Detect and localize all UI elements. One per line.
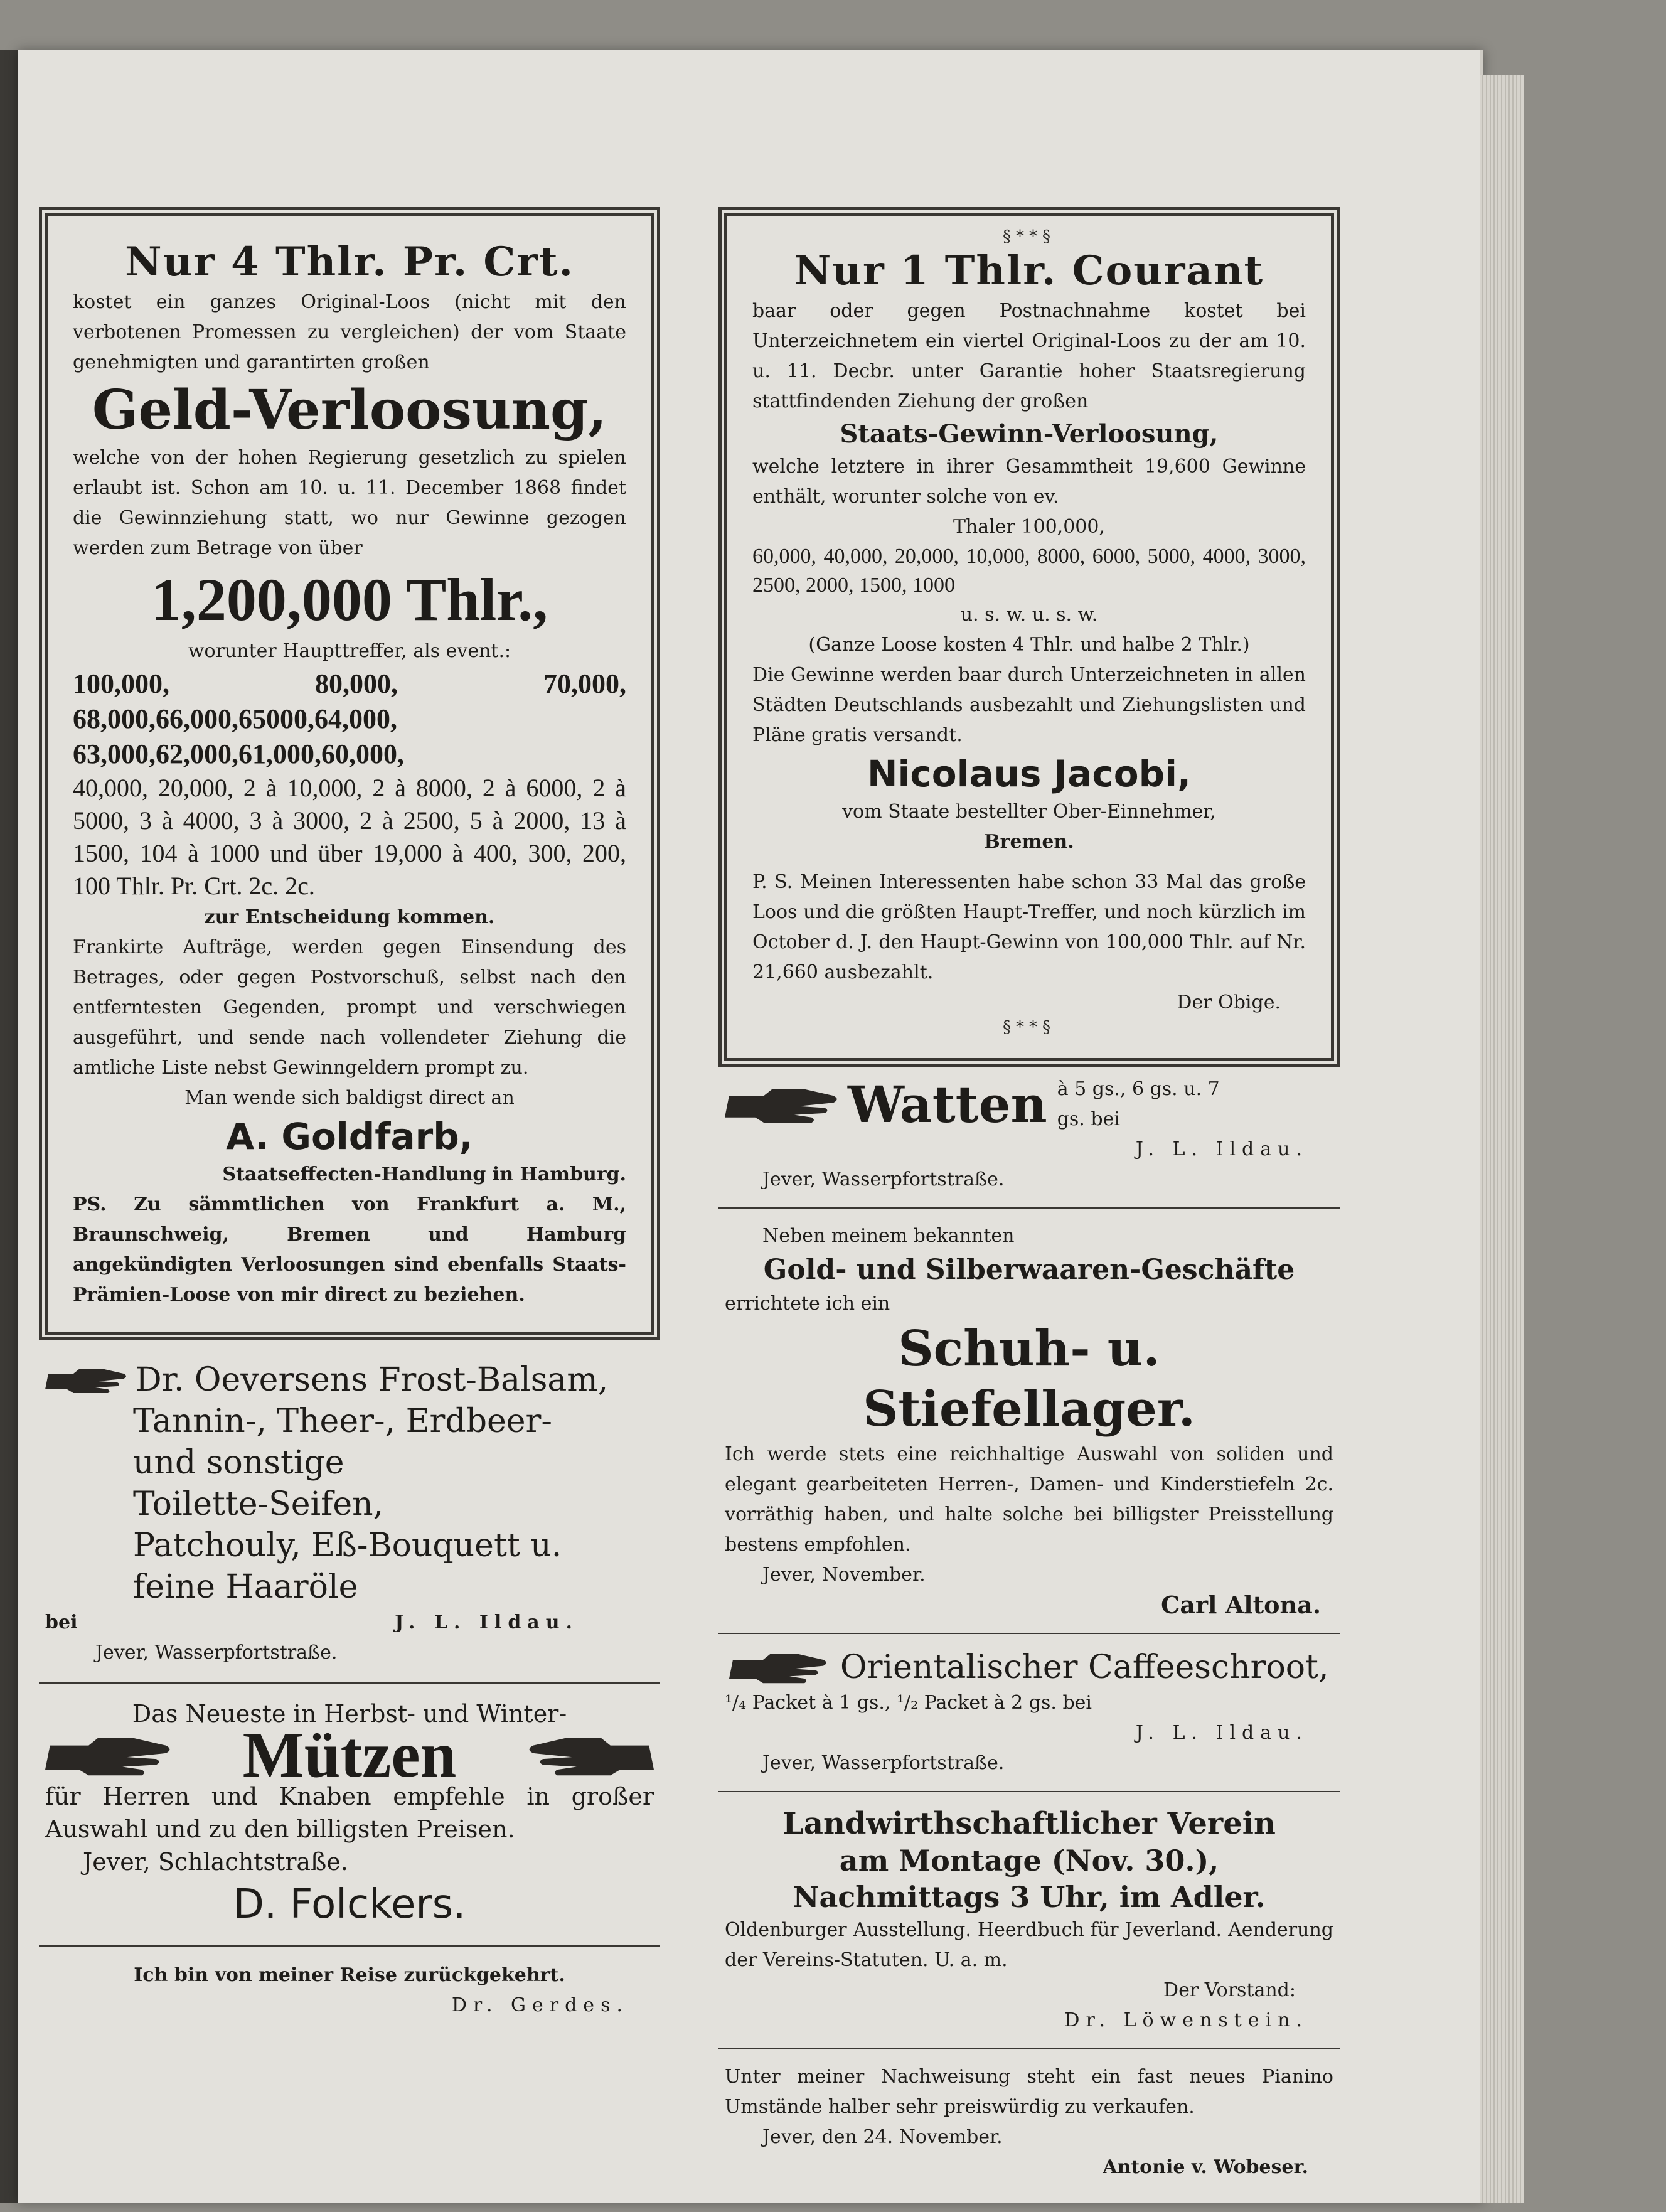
jacobi-name: Nicolaus Jacobi, xyxy=(867,752,1192,795)
altona-title: Schuh- u. Stiefellager. xyxy=(863,1320,1195,1438)
watten-advertisement xyxy=(718,1067,1340,1202)
muetzen-title: Mützen xyxy=(242,1719,457,1791)
piano-place: Jever, den 24. November. xyxy=(762,2126,1003,2148)
pointing-hand-left-icon xyxy=(528,1730,654,1780)
jacobi-prizes: 60,000, 40,000, 20,000, 10,000, 8000, 6000, 5000, 4000, 3000, 2500, 2000, 1500, 1000 xyxy=(752,545,1306,597)
ornament-top: §**§ xyxy=(1003,227,1055,246)
jacobi-usw: u. s. w. u. s. w. xyxy=(960,604,1098,626)
balsam-advertisement xyxy=(39,1352,660,1675)
verein-title2: am Montage (Nov. 30.), xyxy=(839,1844,1219,1878)
goldfarb-contact: Man wende sich baldigst direct an xyxy=(184,1087,515,1109)
verein-title1: Landwirthschaftlicher Verein xyxy=(782,1806,1276,1841)
gerdes-notice xyxy=(39,1953,660,2028)
pointing-hand-icon xyxy=(725,1648,831,1686)
goldfarb-name: A. Goldfarb, xyxy=(226,1115,473,1158)
muetzen-body: für Herren und Knaben empfehle in großer Auswahl und zu den billigsten Preisen. xyxy=(45,1783,654,1843)
balsam-line1: Dr. Oeversens Frost-Balsam, xyxy=(136,1361,609,1399)
goldfarb-advertisement xyxy=(39,207,660,1340)
pointing-hand-icon xyxy=(45,1364,127,1396)
book-binding xyxy=(0,50,18,2203)
caffee-seller: J. L. Ildau. xyxy=(1135,1722,1308,1744)
divider xyxy=(39,1945,660,1947)
altona-place: Jever, November. xyxy=(762,1564,926,1586)
caffee-title: Orientalischer Caffeeschroot, xyxy=(840,1648,1329,1686)
altona-body: Ich werde stets eine reichhaltige Auswahl von soliden und elegant gearbeiteten Herren-, Damen- und Kinderstiefeln 2c. vorräthig haben, und halte solche bei billigster Preisstellung bestens empfohlen. xyxy=(725,1443,1333,1556)
goldfarb-body2: Frankirte Aufträge, werden gegen Einsendung des Betrages, oder gegen Postvorschuß, selbst nach den entferntesten Gegenden, prompt und verschwiegen ausgeführt, und sende nach vollendeter Ziehung die amtliche Liste nebst Gewinngeldern prompt zu. xyxy=(73,936,626,1079)
right-column xyxy=(718,207,1340,2190)
jacobi-sign: Der Obige. xyxy=(1177,991,1281,1013)
watten-seller: J. L. Ildau. xyxy=(1135,1138,1308,1160)
watten-title: Watten xyxy=(848,1075,1047,1134)
goldfarb-headline: Nur 4 Thlr. Pr. Crt. xyxy=(125,238,574,286)
goldfarb-title: Geld-Verloosung, xyxy=(92,378,607,442)
verein-title3: Nachmittags 3 Uhr, im Adler. xyxy=(793,1880,1266,1914)
goldfarb-firm: Staatseffecten-Handlung in Hamburg. xyxy=(222,1163,626,1185)
gerdes-name: Dr. Gerdes. xyxy=(451,1994,629,2016)
jacobi-intro: baar oder gegen Postnachnahme kostet bei Unterzeichnetem ein viertel Original-Loos zu der am 10. u. 11. Decbr. unter Garantie hoher Staatsregierung stattfindenden Ziehung der großen xyxy=(752,300,1306,412)
jacobi-thaler: Thaler 100,000, xyxy=(953,516,1106,538)
divider xyxy=(718,1207,1340,1209)
altona-name: Carl Altona. xyxy=(1161,1591,1321,1619)
balsam-line3: und sonstige xyxy=(133,1444,344,1482)
balsam-place: Jever, Wasserpfortstraße. xyxy=(95,1642,338,1664)
divider xyxy=(718,2048,1340,2049)
goldfarb-ps: PS. Zu sämmtlichen von Frankfurt a. M., Braunschweig, Bremen und Hamburg angekündigten Verloosungen sind ebenfalls Staats-Prämien-Loose von mir direct zu beziehen. xyxy=(73,1194,626,1306)
page-edge xyxy=(1480,75,1524,2203)
altona-lead2: errichtete ich ein xyxy=(725,1293,890,1315)
watten-price: à 5 gs., 6 gs. u. 7 gs. bei xyxy=(1057,1078,1220,1130)
jacobi-role: vom Staate bestellter Ober-Einnehmer, xyxy=(842,801,1216,823)
jacobi-note: (Ganze Loose kosten 4 Thlr. und halbe 2 Thlr.) xyxy=(808,634,1250,656)
piano-body: Unter meiner Nachweisung steht ein fast neues Pianino Umstände halber sehr preiswürdig zu verkaufen. xyxy=(725,2066,1333,2118)
caffee-place: Jever, Wasserpfortstraße. xyxy=(762,1752,1005,1774)
goldfarb-prizes-major: 100,000, 80,000, 70,000, 68,000,66,000,65000,64,000, 63,000,62,000,61,000,60,000, xyxy=(73,668,626,769)
ornament-bottom: §**§ xyxy=(1003,1018,1055,1037)
balsam-bei: bei xyxy=(45,1611,78,1633)
divider xyxy=(39,1682,660,1684)
gerdes-text: Ich bin von meiner Reise zurückgekehrt. xyxy=(134,1964,565,1986)
balsam-seller: J. L. Ildau. xyxy=(395,1611,579,1633)
left-column xyxy=(39,207,660,2028)
goldfarb-decide: zur Entscheidung kommen. xyxy=(204,906,495,928)
jacobi-title: Staats-Gewinn-Verloosung, xyxy=(840,419,1219,449)
jacobi-body1: welche letztere in ihrer Gesammtheit 19,600 Gewinne enthält, worunter solche von ev. xyxy=(752,456,1306,508)
piano-notice xyxy=(718,2054,1340,2190)
altona-sub: Gold- und Silberwaaren-Geschäfte xyxy=(763,1254,1295,1286)
goldfarb-prizes-minor: 40,000, 20,000, 2 à 10,000, 2 à 8000, 2 à 6000, 2 à 5000, 3 à 4000, 3 à 3000, 2 à 2500, 5 à 2000, 13 à 1500, 104 à 1000 und über 19,000 à 400, 300, 200, 100 Thlr. Pr. Crt. 2c. 2c. xyxy=(73,774,626,900)
caffee-body: ¹/₄ Packet à 1 gs., ¹/₂ Packet à 2 gs. bei xyxy=(725,1692,1092,1714)
pointing-hand-right-icon xyxy=(45,1730,171,1780)
divider xyxy=(718,1633,1340,1634)
verein-body: Oldenburger Ausstellung. Heerdbuch für Jeverland. Aenderung der Vereins-Statuten. U. a. m. xyxy=(725,1919,1333,1971)
muetzen-place: Jever, Schlachtstraße. xyxy=(83,1848,348,1876)
balsam-line2: Tannin-, Theer-, Erdbeer- xyxy=(133,1403,552,1440)
goldfarb-amount: 1,200,000 Thlr., xyxy=(151,566,548,633)
balsam-line6: feine Haaröle xyxy=(133,1568,358,1606)
balsam-line4: Toilette-Seifen, xyxy=(133,1485,384,1523)
muetzen-top: Das Neueste in Herbst- und Winter- xyxy=(132,1700,567,1728)
piano-name: Antonie v. Wobeser. xyxy=(1103,2156,1308,2178)
divider xyxy=(718,1791,1340,1792)
jacobi-city: Bremen. xyxy=(984,831,1074,853)
altona-advertisement xyxy=(718,1214,1340,1628)
verein-sign2: Dr. Löwenstein. xyxy=(1064,2009,1308,2031)
caffee-advertisement xyxy=(718,1639,1340,1786)
jacobi-advertisement xyxy=(718,207,1340,1067)
pointing-hand-icon xyxy=(725,1082,838,1126)
goldfarb-intro: kostet ein ganzes Original-Loos (nicht mit den verbotenen Promessen zu vergleichen) der vom Staate genehmigten und garantirten großen xyxy=(73,291,626,373)
goldfarb-body1: welche von der hohen Regierung gesetzlich zu spielen erlaubt ist. Schon am 10. u. 11. December 1868 findet die Gewinnziehung statt, wo nur Gewinne gezogen werden zum Betrage von über xyxy=(73,447,626,559)
muetzen-name: D. Folckers. xyxy=(233,1881,466,1928)
verein-notice xyxy=(718,1797,1340,2043)
jacobi-ps: P. S. Meinen Interessenten habe schon 33 Mal das große Loos und die größten Haupt-Treffer, und noch kürzlich im October d. J. den Haupt-Gewinn von 100,000 Thlr. auf Nr. 21,660 ausbezahlt. xyxy=(752,871,1306,983)
altona-lead: Neben meinem bekannten xyxy=(762,1225,1015,1247)
verein-sign1: Der Vorstand: xyxy=(1163,1979,1296,2001)
jacobi-body2: Die Gewinne werden baar durch Unterzeichneten in allen Städten Deutschlands ausbezahlt und Ziehungslisten und Pläne gratis versandt. xyxy=(752,664,1306,746)
watten-place: Jever, Wasserpfortstraße. xyxy=(762,1168,1005,1190)
muetzen-advertisement xyxy=(39,1690,660,1938)
jacobi-headline: Nur 1 Thlr. Courant xyxy=(794,247,1264,294)
balsam-line5: Patchouly, Eß-Bouquett u. xyxy=(133,1527,562,1564)
goldfarb-lead: worunter Haupttreffer, als event.: xyxy=(188,640,511,662)
